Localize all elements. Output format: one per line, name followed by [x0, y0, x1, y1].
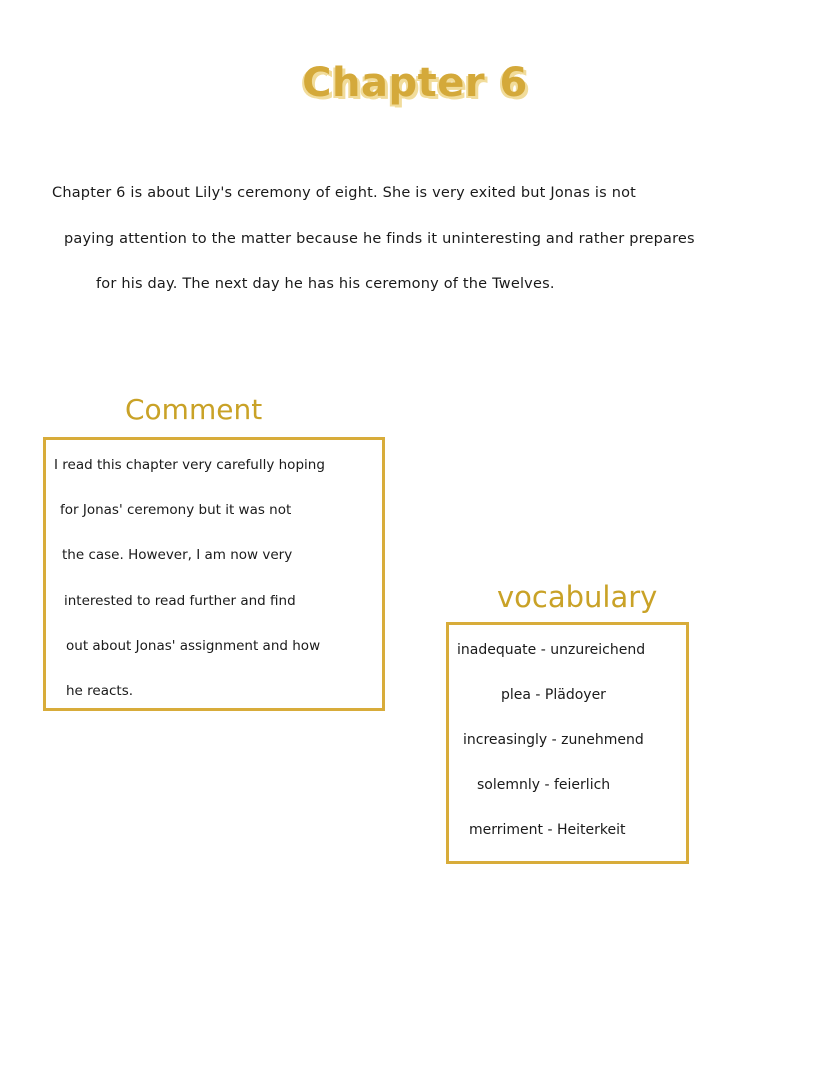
- comment-line: I read this chapter very carefully hoping: [54, 457, 325, 473]
- comment-line: interested to read further and find: [64, 593, 296, 609]
- vocabulary-item: increasingly - zunehmend: [463, 732, 644, 748]
- comment-line: he reacts.: [66, 683, 134, 699]
- summary-line: Chapter 6 is about Lily's ceremony of eight. She is very exited but Jonas is not: [52, 185, 637, 201]
- comment-box: [43, 437, 385, 711]
- comment-line: for Jonas' ceremony but it was not: [60, 502, 292, 518]
- chapter-title: Chapter 6: [302, 60, 528, 106]
- vocabulary-item: inadequate - unzureichend: [457, 642, 646, 658]
- comment-heading: Comment: [125, 393, 263, 426]
- vocabulary-item: plea - Plädoyer: [501, 687, 606, 703]
- vocabulary-heading: vocabulary: [497, 580, 658, 614]
- vocabulary-box: [446, 622, 689, 864]
- summary-line: for his day. The next day he has his ceremony of the Twelves.: [96, 276, 555, 292]
- vocabulary-item: solemnly - feierlich: [477, 777, 611, 793]
- comment-line: out about Jonas' assignment and how: [66, 638, 321, 654]
- comment-line: the case. However, I am now very: [62, 547, 293, 563]
- vocabulary-item: merriment - Heiterkeit: [469, 822, 626, 838]
- summary-line: paying attention to the matter because he finds it uninteresting and rather prepares: [64, 231, 695, 247]
